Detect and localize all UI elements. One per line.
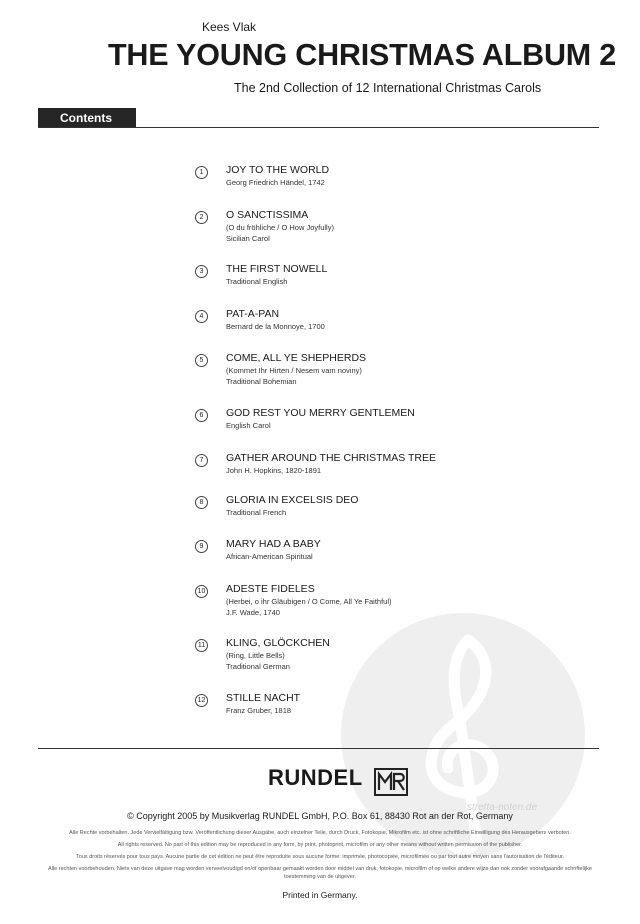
song-subline: Georg Friedrich Händel, 1742 (226, 178, 325, 187)
song-title: PAT-A-PAN (226, 308, 280, 320)
song-subline: (Kommet Ihr Hirten / Nesem vam noviny) (226, 366, 362, 375)
song-title: ADESTE FIDELES (226, 583, 315, 595)
copyright: © Copyright 2005 by Musikverlag RUNDEL GmbH, P.O. Box 61, 88430 Rot an der Rot, Germany (127, 811, 513, 821)
page-title: THE YOUNG CHRISTMAS ALBUM 2 (108, 38, 617, 72)
entry-number: 4 (195, 310, 208, 323)
song-subline: John H. Hopkins, 1820-1891 (226, 466, 322, 475)
contents-rule (38, 127, 599, 128)
legal-line: All rights reserved. No part of this edition may be reproduced in any form, by print, photoprint, microfilm or any other means without written permission of the publisher. (117, 842, 523, 848)
watermark-text: stretta-noten.de (467, 802, 538, 813)
entry-number: 2 (195, 211, 208, 224)
legal-line: toestemming van de uitgever. (284, 874, 356, 880)
song-title: COME, ALL YE SHEPHERDS (226, 352, 367, 364)
watermark-treble-clef (338, 610, 588, 865)
entry-number: 12 (195, 694, 208, 707)
song-title: STILLE NACHT (226, 692, 301, 704)
song-title: THE FIRST NOWELL (226, 263, 328, 275)
printed-in: Printed in Germany. (282, 890, 358, 900)
entry-number: 6 (195, 409, 208, 422)
bottom-rule (38, 748, 599, 749)
song-title: MARY HAD A BABY (226, 538, 321, 550)
song-subline: Traditional French (226, 508, 287, 517)
entry-number: 3 (195, 265, 208, 278)
legal-line: Alle Rechte vorbehalten. Jede Vervielfältigung bzw. Veröffentlichung dieser Ausgabe, auch einzelner Teile, durch Druck, Fotokopie, Mikrofilm etc. ist ohne schriftliche Einwilligung des Herausgebers verboten. (69, 830, 571, 836)
legal-line: Tous droits réservés pour tous pays. Aucune partie de cet édition ne peut être reproduite sous aucune forme: imprimée, photocopiée, microfilmée ou par tout autre moyen sans l'autorisation de l'éditeur. (76, 854, 564, 860)
song-subline: (Herbei, o ihr Gläubigen / O Come, All Ye Faithful) (226, 597, 392, 606)
song-subline: African-American Spiritual (226, 552, 313, 561)
song-title: GOD REST YOU MERRY GENTLEMEN (226, 407, 415, 419)
song-subline: Bernard de la Monnoye, 1700 (226, 322, 325, 331)
song-subline: English Carol (226, 421, 271, 430)
song-title: KLING, GLÖCKCHEN (226, 637, 330, 649)
subtitle: The 2nd Collection of 12 International Christmas Carols (234, 81, 542, 95)
entry-number: 7 (195, 454, 208, 467)
song-subline: Traditional English (226, 277, 288, 286)
song-title: O SANCTISSIMA (226, 209, 309, 221)
entry-number: 9 (195, 540, 208, 553)
song-subline-2: Sicilian Carol (226, 234, 270, 243)
song-subline: (Ring, Little Bells) (226, 651, 285, 660)
entry-number: 1 (195, 166, 208, 179)
author: Kees Vlak (202, 20, 257, 34)
song-title: GLORIA IN EXCELSIS DEO (226, 494, 359, 506)
song-subline-2: Traditional Bohemian (226, 377, 297, 386)
entry-number: 11 (195, 639, 208, 652)
song-subline-2: J.F. Wade, 1740 (226, 608, 280, 617)
contents-label: Contents (38, 108, 136, 128)
entry-number: 5 (195, 354, 208, 367)
song-subline: Franz Gruber, 1818 (226, 706, 292, 715)
legal-line: Alle rechten voorbehouden. Niets van deze uitgave mag worden verveelvoudigd en/of openbaar gemaakt worden door middel van druk, fotokopie, microfilm of op welke andere wijze dan ook zonder voorafgaande schriftelijke (48, 866, 592, 872)
song-subline: (O du fröhliche / O How Joyfully) (226, 223, 334, 232)
song-title: GATHER AROUND THE CHRISTMAS TREE (226, 452, 437, 464)
publisher-name: RUNDEL (268, 765, 363, 790)
entry-number: 10 (195, 585, 208, 598)
entry-number: 8 (195, 496, 208, 509)
publisher-logo-icon (374, 768, 408, 801)
song-subline-2: Traditional German (226, 662, 290, 671)
song-title: JOY TO THE WORLD (226, 164, 330, 176)
